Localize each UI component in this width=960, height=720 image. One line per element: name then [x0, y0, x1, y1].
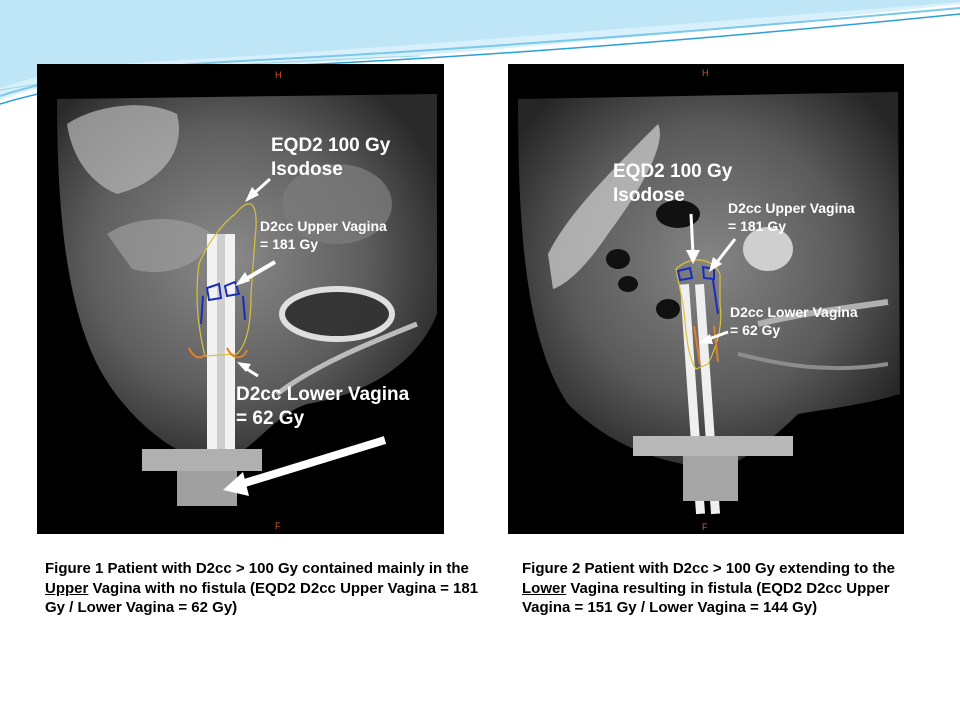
lower-vagina-label: [236, 383, 409, 431]
isodose-label-line2: Isodose: [613, 184, 685, 206]
figure-2-caption: [522, 559, 907, 618]
orientation-marker-top: H: [275, 70, 282, 80]
upper-vagina-label: [728, 200, 855, 235]
lower-vagina-label-line1: D2cc Lower Vagina: [730, 304, 858, 320]
figure-1-caption: [45, 559, 485, 618]
orientation-marker-bottom: F: [702, 522, 708, 532]
upper-vagina-label: [260, 218, 387, 253]
caption-text: Figure 2 Patient with D2cc > 100 Gy extending to the: [522, 560, 896, 577]
lower-vagina-label-line2: = 62 Gy: [730, 321, 781, 338]
caption-text: Vagina resulting in fistula (EQD2 D2cc Upper Vagina = 151 Gy / Lower Vagina = 144 Gy): [522, 579, 890, 616]
orientation-marker-bottom: F: [275, 521, 281, 531]
ct-image-figure-2: [508, 64, 904, 534]
upper-vagina-label-line2: = 181 Gy: [728, 217, 786, 234]
upper-vagina-label-line2: = 181 Gy: [260, 235, 318, 252]
lower-vagina-label: [730, 304, 858, 339]
isodose-label-line1: EQD2 100 Gy: [271, 135, 391, 156]
upper-vagina-label-line1: D2cc Upper Vagina: [728, 200, 855, 216]
ct-image-figure-1: [37, 64, 444, 534]
upper-vagina-label-line1: D2cc Upper Vagina: [260, 218, 387, 234]
caption-emphasis: Upper: [45, 579, 89, 597]
isodose-label-line1: EQD2 100 Gy: [613, 161, 733, 182]
caption-emphasis: Lower: [522, 579, 567, 597]
caption-text: Vagina with no fistula (EQD2 D2cc Upper Vagina = 181 Gy / Lower Vagina = 62 Gy): [45, 579, 479, 616]
ct-scan-drawing-2: [508, 64, 904, 534]
isodose-label: [271, 134, 390, 182]
lower-vagina-label-line1: D2cc Lower Vagina: [236, 384, 410, 405]
isodose-label: [613, 160, 732, 208]
lower-vagina-label-line2: = 62 Gy: [236, 407, 305, 429]
orientation-marker-top: H: [702, 68, 709, 78]
isodose-label-line2: Isodose: [271, 158, 343, 180]
caption-text: Figure 1 Patient with D2cc > 100 Gy contained mainly in the: [45, 560, 469, 577]
